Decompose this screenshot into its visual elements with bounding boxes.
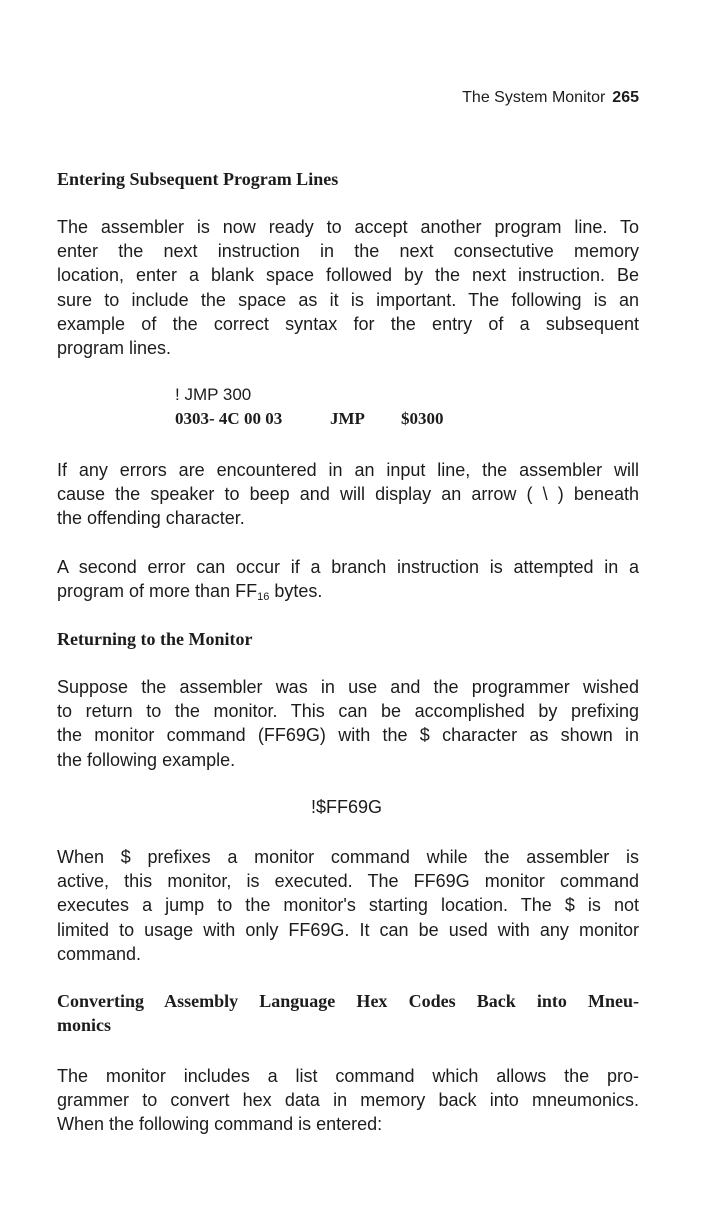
text-line: example of the correct syntax for the entry of a subsequent [57, 313, 639, 334]
paragraph-list-command [57, 1064, 639, 1137]
running-head-title: The System Monitor [462, 89, 606, 106]
text-line: The assembler is now ready to accept another program line. To [57, 217, 639, 237]
text-line: the offending character. [57, 508, 245, 529]
text-line: If any errors are encountered in an input line, the assembler will [57, 460, 639, 480]
text-line: sure to include the space as it is important. The following is an [57, 289, 639, 310]
text-line: grammer to convert hex data in memory back into mneumonics. [57, 1090, 639, 1111]
text-fragment: program of more than FF [57, 581, 258, 602]
paragraph-when-dollar [57, 845, 639, 966]
text-line: The monitor includes a list command which allows the pro- [57, 1066, 639, 1086]
section-heading-returning: Returning to the Monitor [57, 629, 253, 649]
text-line: When $ prefixes a monitor command while the assembler is [57, 847, 639, 867]
paragraph-second-error [57, 555, 639, 603]
subscript-base: 16 [257, 591, 270, 604]
page-number: 265 [612, 89, 639, 106]
text-line: enter the next instruction in the next consectutive memory [57, 241, 639, 262]
heading-line: Converting Assembly Language Hex Codes Back into Mneu- [57, 991, 639, 1011]
heading-line: monics [57, 1015, 111, 1035]
code-address: 0303- 4C 00 03 [175, 409, 283, 428]
running-head [462, 89, 639, 107]
code-input-jmp: ! JMP 300 [175, 385, 252, 404]
text-line: When the following command is entered: [57, 1114, 383, 1135]
text-line: the following example. [57, 749, 236, 770]
text-line: A second error can occur if a branch instruction is attempted in a [57, 557, 639, 577]
text-line: executes a jump to the monitor's starting location. The $ is not [57, 895, 639, 916]
paragraph-suppose [57, 675, 639, 772]
text-fragment: bytes. [269, 581, 323, 602]
paragraph-assembler-ready [57, 215, 639, 360]
text-line: limited to usage with only FF69G. It can be used with any monitor [57, 919, 639, 940]
code-operand: $0300 [401, 409, 444, 428]
text-line: location, enter a blank space followed by the next instruction. Be [57, 265, 639, 286]
text-line: the monitor command (FF69G) with the $ character as shown in [57, 725, 639, 746]
code-return-monitor: !$FF69G [311, 797, 383, 817]
text-line: active, this monitor, is executed. The FF69G monitor command [57, 871, 639, 892]
code-output-jmp [175, 407, 444, 431]
text-line: program lines. [57, 338, 172, 359]
section-heading-converting [57, 989, 639, 1037]
code-mnemonic: JMP [330, 409, 365, 428]
section-heading-entering-lines: Entering Subsequent Program Lines [57, 169, 339, 189]
text-line [57, 579, 639, 603]
text-line: cause the speaker to beep and will display an arrow ( \ ) beneath [57, 484, 639, 505]
paragraph-errors [57, 458, 639, 531]
text-line: Suppose the assembler was in use and the programmer wished [57, 677, 639, 697]
text-line: command. [57, 943, 142, 964]
text-line: to return to the monitor. This can be accomplished by prefixing [57, 701, 639, 722]
